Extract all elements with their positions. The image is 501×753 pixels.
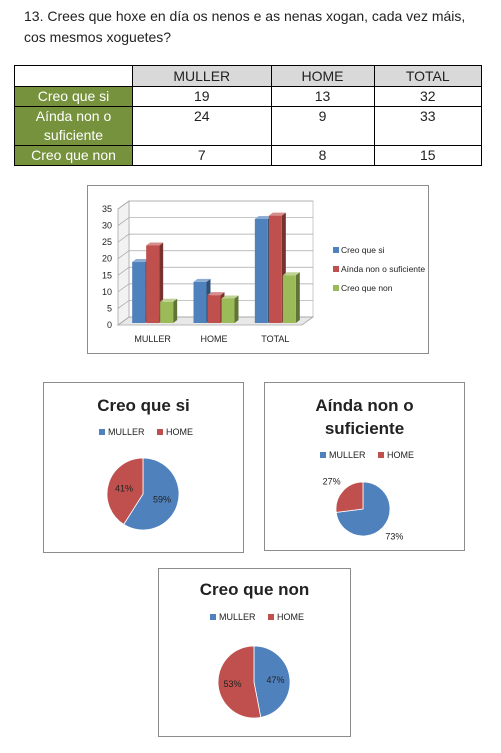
legend-swatch — [157, 429, 163, 435]
pie-data-label: 73% — [385, 531, 404, 542]
pie-chart-box-3 — [158, 568, 351, 737]
question-text: 13. Crees que hoxe en día os nenos e as nenas xogan, cada vez máis, cos mesmos xoguetes? — [24, 8, 466, 45]
legend-label: Creo que si — [341, 245, 385, 255]
table-cell: 19 — [133, 87, 272, 107]
x-tick-label: MULLER — [134, 334, 171, 344]
legend-swatch — [333, 247, 339, 253]
table-cell: 13 — [271, 87, 374, 107]
table-cell: 15 — [374, 146, 481, 166]
legend-label: Aínda non o suficiente — [341, 264, 426, 274]
pie-chart-ainda-non — [265, 383, 464, 550]
pie-chart-creo-que-si — [44, 383, 243, 552]
pie-title: Creo que non — [199, 580, 310, 599]
y-tick-label: 5 — [106, 303, 112, 314]
chart-side-wall — [118, 201, 129, 325]
y-tick-label: 25 — [101, 237, 112, 248]
y-tick-label: 15 — [101, 270, 112, 281]
bar-chart-box — [87, 185, 429, 354]
row-label: Creo que non — [15, 146, 133, 166]
pie-title: suficiente — [324, 419, 405, 438]
bar-chart — [88, 186, 428, 353]
legend-label: MULLER — [219, 612, 256, 622]
bar — [208, 295, 221, 323]
table-header-muller: MULLER — [133, 66, 272, 87]
table-row — [15, 146, 482, 166]
bar — [222, 298, 235, 323]
table-cell: 32 — [374, 87, 481, 107]
bar — [160, 302, 173, 323]
legend-label: MULLER — [329, 450, 366, 460]
y-tick-label: 0 — [106, 320, 112, 330]
table-row — [15, 107, 482, 146]
pie-data-label: 59% — [153, 494, 172, 505]
y-tick-label: 20 — [101, 253, 112, 264]
legend-swatch — [378, 452, 384, 458]
table-header-total: TOTAL — [374, 66, 481, 87]
legend-swatch — [320, 452, 326, 458]
legend-swatch — [333, 266, 339, 272]
table-corner-cell — [15, 66, 133, 87]
legend-label: HOME — [277, 612, 304, 622]
table-header-home: HOME — [271, 66, 374, 87]
bar-side — [173, 299, 177, 323]
y-tick-label: 35 — [101, 204, 112, 214]
bar — [283, 275, 296, 323]
legend-label: MULLER — [108, 427, 145, 437]
table-cell: 9 — [271, 107, 374, 146]
pie-data-label: 53% — [223, 679, 242, 690]
bar — [269, 216, 282, 323]
row-label: Aínda non o suficiente — [15, 107, 133, 146]
pie-chart-box-2 — [264, 382, 465, 551]
legend-label: HOME — [166, 427, 193, 437]
row-label: Creo que si — [15, 87, 133, 107]
bar-side — [235, 295, 239, 323]
pie-data-label: 47% — [266, 674, 285, 685]
y-tick-label: 10 — [101, 286, 112, 297]
pie-data-label: 27% — [322, 476, 341, 487]
x-tick-label: TOTAL — [261, 334, 290, 344]
bar-side — [296, 272, 300, 323]
x-tick-label: HOME — [200, 334, 228, 344]
legend-label: HOME — [387, 450, 414, 460]
table-header-row — [15, 66, 482, 87]
pie-chart-box-1 — [43, 382, 244, 553]
bar — [146, 245, 159, 323]
table-cell: 24 — [133, 107, 272, 146]
bar — [132, 262, 145, 323]
legend-swatch — [268, 614, 274, 620]
bar — [255, 219, 268, 323]
pie-title: Creo que si — [97, 396, 190, 415]
bar — [194, 282, 207, 323]
pie-slice — [336, 482, 363, 512]
results-table — [14, 65, 482, 166]
table-cell: 7 — [133, 146, 272, 166]
legend-swatch — [99, 429, 105, 435]
table-cell: 33 — [374, 107, 481, 146]
pie-chart-creo-que-non — [159, 569, 350, 736]
legend-swatch — [333, 285, 339, 291]
pie-title: Aínda non o — [315, 396, 414, 415]
table-row — [15, 87, 482, 107]
table-cell: 8 — [271, 146, 374, 166]
legend-swatch — [210, 614, 216, 620]
pie-data-label: 41% — [114, 483, 133, 494]
y-tick-label: 30 — [101, 220, 112, 231]
legend-label: Creo que non — [341, 283, 393, 293]
